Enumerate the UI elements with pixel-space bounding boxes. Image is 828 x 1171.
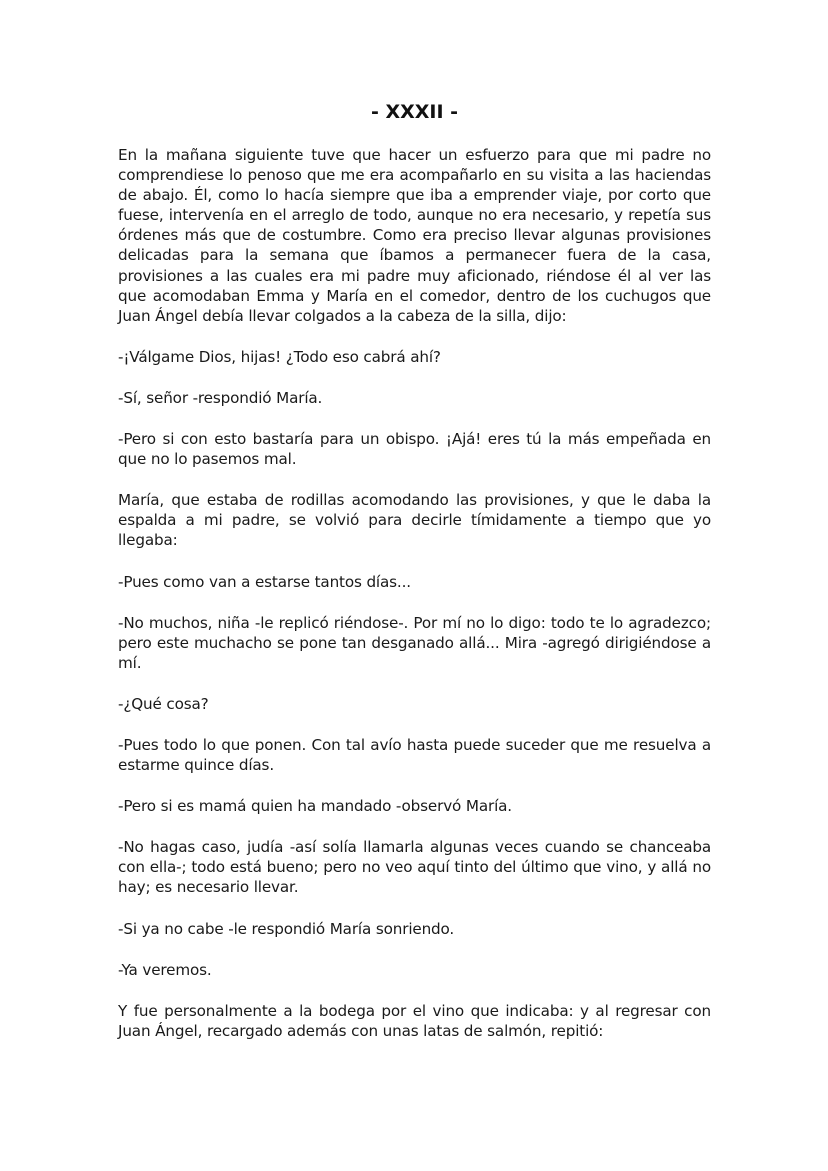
chapter-title: - XXXII - <box>370 101 459 123</box>
document-page <box>118 100 711 1062</box>
paragraph-narration: En la mañana siguiente tuve que hacer un esfuerzo para que mi padre no comprendiese lo penoso que me era acompañarlo en su visita a las haciendas de abajo. Él, como lo hacía siempre que iba a emprender viaje, por corto que fuese, intervenía en el arreglo de todo, aunque no era necesario, y repetía sus órdenes más que de costumbre. Como era preciso llevar algunas provisiones delicadas para la semana que íbamos a permanecer fuera de la casa, provisiones a las cuales era mi padre muy aficionado, riéndose él al ver las que acomodaban Emma y María en el comedor, dentro de los cuchugos que Juan Ángel debía llevar colgados a la cabeza de la silla, dijo: <box>118 146 711 325</box>
paragraph-dialogue: -Pero si es mamá quien ha mandado -observó María. <box>118 797 512 816</box>
paragraph-narration: Y fue personalmente a la bodega por el vino que indicaba: y al regresar con Juan Ángel, recargado además con unas latas de salmón, repitió: <box>118 1001 711 1040</box>
paragraph-dialogue: -Pero si con esto bastaría para un obispo. ¡Ajá! eres tú la más empeñada en que no lo pasemos mal. <box>118 430 711 469</box>
paragraph-dialogue: -No hagas caso, judía -así solía llamarla algunas veces cuando se chanceaba con ella-; todo está bueno; pero no veo aquí tinto del último que vino, y allá no hay; es necesario llevar. <box>118 838 711 897</box>
paragraph-dialogue: -Pues como van a estarse tantos días... <box>118 572 411 591</box>
paragraph-dialogue: -Ya veremos. <box>118 960 212 979</box>
paragraph-dialogue: -Si ya no cabe -le respondió María sonriendo. <box>118 919 455 938</box>
paragraph-dialogue: -¿Qué cosa? <box>118 694 209 713</box>
paragraph-dialogue: -No muchos, niña -le replicó riéndose-. Por mí no lo digo: todo te lo agradezco; pero este muchacho se pone tan desganado allá... Mira -agregó dirigiéndose a mí. <box>118 613 711 672</box>
paragraph-dialogue: -¡Válgame Dios, hijas! ¿Todo eso cabrá ahí? <box>118 347 441 366</box>
paragraph-narration: María, que estaba de rodillas acomodando las provisiones, y que le daba la espalda a mi padre, se volvió para decirle tímidamente a tiempo que yo llegaba: <box>118 491 711 550</box>
paragraph-dialogue: -Pues todo lo que ponen. Con tal avío hasta puede suceder que me resuelva a estarme quince días. <box>118 735 711 775</box>
paragraph-dialogue: -Sí, señor -respondió María. <box>118 388 323 407</box>
